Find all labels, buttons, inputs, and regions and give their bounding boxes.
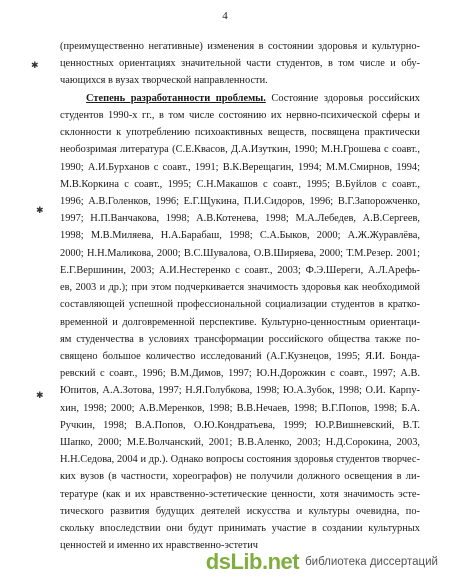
margin-mark: ✱	[31, 60, 39, 70]
margin-mark: ✱	[36, 205, 44, 215]
text-line: Юпитов, А.А.Зотова, 1997; Н.Я.Голубкова, 1998; Ю.А.Зубок, 1998; О.И. Карпу-	[60, 385, 420, 397]
text-line: ям студенчества в условиях трансформации российского общества также по-	[60, 333, 420, 345]
watermark	[206, 549, 438, 575]
dslib-logo: dsLib.net	[205, 549, 300, 574]
text-line: священо большое количество исследований (А.Г.Кузнецов, 1995; Я.И. Бонда-	[60, 350, 420, 362]
text-line: ких вузов (в частности, хореографов) не получили должного освещения в ли-	[60, 471, 420, 483]
text-line: 2000; Н.Н.Маликова, 2000; В.С.Шувалова, О.В.Ширяева, 2000; Т.М.Резер. 2001;	[60, 247, 420, 259]
text-line: Н.Н.Седова, 2004 и др.). Однако вопросы состояния здоровья студентов творчес-	[60, 454, 420, 466]
text-line: тературе (как и их нравственно-эстетические ценности, хотя значимость эсте-	[60, 488, 420, 500]
text-line: тического развития будущих деятелей искусства и культуры очевидна, по-	[60, 505, 420, 517]
page-number: 4	[222, 10, 228, 22]
text-line: составляющей успешной профессиональной социализации студентов в кратко-	[60, 299, 420, 311]
text-line: скольку впоследствии они будут принимать участие в создании культурных	[60, 523, 420, 535]
section-heading: Степень разработанности проблемы.	[86, 92, 266, 104]
document-body	[60, 38, 420, 555]
text-line: ев, 2003 и др.); при этом подчеркивается значимость здоровья как необходимой	[60, 282, 420, 294]
margin-mark: ✱	[36, 390, 44, 400]
text-line: чающихся в вузах творческой направленности.	[60, 75, 268, 87]
text-line: 1997; Н.П.Ванчакова, 1998; А.В.Котенева, 1998; М.А.Лебедев, А.В.Сергеев,	[60, 213, 420, 225]
text-line: необозримая литература (С.Е.Квасов, Д.А.Изуткин, 1990; М.Н.Грошева с соавт.,	[60, 144, 420, 156]
watermark-subtitle: библиотека диссертаций	[305, 556, 438, 568]
text-line: ревский с соавт., 1996; В.М.Димов, 1997; Ю.Н.Дорожкин с соавт., 1997; А.В.	[60, 368, 420, 380]
text-line: 1998; М.В.Миляева, Н.А.Барабаш, 1998; С.А.Быков, 2000; А.Ж.Журавлёва,	[60, 230, 420, 242]
text-line: студентов 1990-х гг., в том числе состоянию их нервно-психической сферы и	[60, 109, 420, 121]
text-line: Шапко, 2000; М.Е.Волчанский, 2001; В.В.Аленко, 2003; Н.Д.Сорокина, 2003,	[60, 437, 420, 449]
text-line: хин, 1998; 2000; А.В.Меренков, 1998; В.В.Нечаев, 1998; В.Г.Попов, 1998; Б.А.	[60, 402, 420, 414]
text-line: (преимущественно негативные) изменения в состоянии здоровья и культурно-	[60, 41, 420, 52]
text-line: 1996; А.В.Голенков, 1996; Е.Г.Щукина, П.И.Сидоров, 1996; В.Г.Запорожченко,	[60, 195, 420, 207]
text-line: Ручкин, 1998; В.А.Попов, О.Ю.Кондратьева, 1999; Ю.Р.Вишневский, В.Т.	[60, 419, 420, 431]
text-line: М.В.Коркина с соавт., 1995; С.Н.Макашов с соавт., 1995; В.Буйлов с соавт.,	[60, 178, 420, 190]
text-run: Состояние здоровья российских	[265, 92, 420, 104]
text-line: склонности к употреблению психоактивных веществ, посвящена практически	[60, 127, 420, 139]
text-line: ценностных ориентациях значительной части студентов, в том числе и обу-	[60, 58, 420, 70]
text-line: временной и долговременной перспективе. Культурно-ценностным ориентаци-	[60, 316, 420, 328]
text-line: Е.Г.Вершинин, 2003; А.И.Нестеренко с соавт., 2003; Ф.Э.Шереги, А.Л.Арефь-	[60, 264, 420, 276]
text-line: 1990; А.И.Бурханов с соавт., 1991; В.К.Верещагин, 1994; М.М.Смирнов, 1994;	[60, 161, 420, 173]
text-line: ценностей и именно их нравственно-эстетич	[60, 540, 258, 552]
paragraph-first-line	[60, 90, 420, 107]
